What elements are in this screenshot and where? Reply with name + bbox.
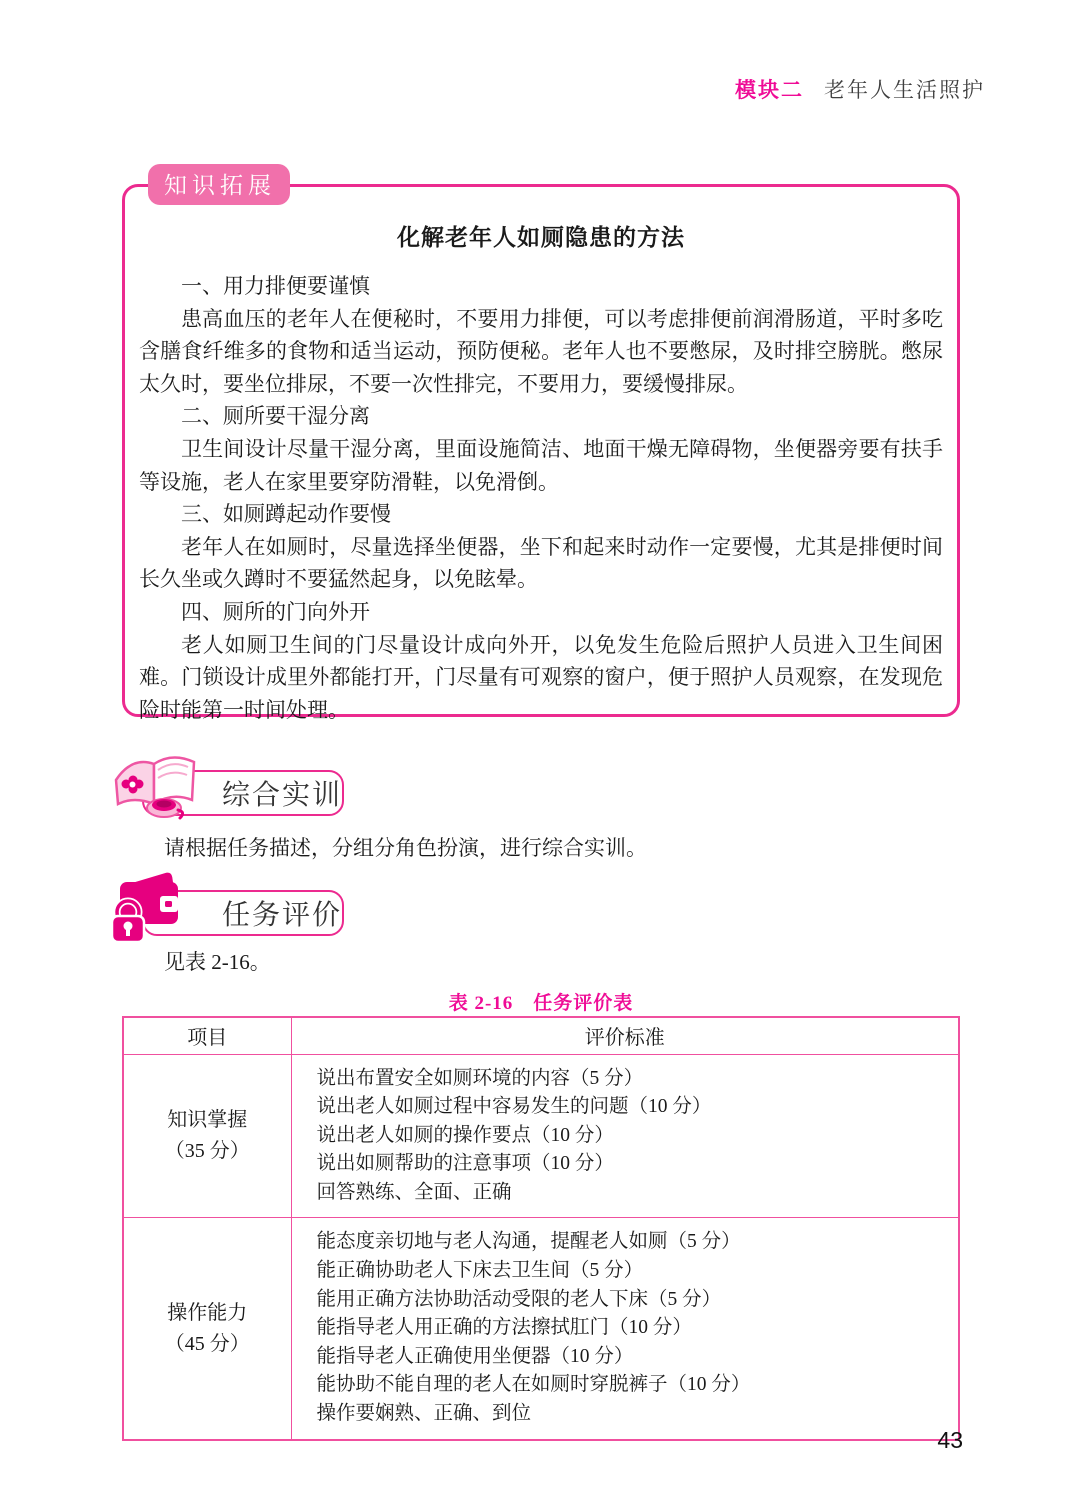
column-header-criteria: 评价标准 [291,1017,959,1054]
item-name: 操作能力 [167,1301,248,1324]
table-caption: 表 2-16 任务评价表 [448,993,634,1014]
criteria-line: 能正确协助老人下床去卫生间（5 分） [316,1260,644,1282]
item-name: 知识掌握 [167,1108,248,1131]
item-score: （35 分） [164,1139,250,1162]
table-row [123,1218,959,1440]
knowledge-expansion-tab: 知识拓展 [148,164,290,205]
criteria-line: 能指导老人正确使用坐便器（10 分） [316,1345,634,1367]
section-body: 卫生间设计尽量干湿分离，里面设施简洁、地面干燥无障碍物，坐便器旁要有扶手等设施，老人在家里要穿防滑鞋，以免滑倒。 [139,436,943,494]
knowledge-expansion-box [122,184,960,722]
running-header [735,74,985,104]
evaluation-reference: 见表 2-16。 [164,950,271,974]
section-body: 老年人在如厕时，尽量选择坐便器，坐下和起来时动作一定要慢，尤其是排便时间长久坐或久蹲时不要猛然起身，以免眩晕。 [139,534,943,592]
knowledge-box-title: 化解老年人如厕隐患的方法 [397,225,685,250]
item-cell [123,1054,291,1218]
page-number: 43 [937,1427,963,1453]
evaluation-label: 任务评价 [222,899,343,930]
section-heading: 一、用力排便要谨慎 [181,274,370,298]
chapter-title: 老年人生活照护 [824,79,985,102]
criteria-line: 回答熟练、全面、正确 [316,1181,512,1203]
inkpot-icon [147,799,183,818]
criteria-line: 说出如厕帮助的注意事项（10 分） [316,1153,614,1175]
item-score: （45 分） [164,1332,250,1355]
criteria-line: 操作要娴熟、正确、到位 [316,1403,532,1425]
table-row [123,1054,959,1218]
criteria-line: 能协助不能自理的老人在如厕时穿脱裤子（10 分） [316,1374,751,1396]
item-cell [123,1218,291,1440]
criteria-line: 说出老人如厕过程中容易发生的问题（10 分） [316,1096,712,1118]
section-heading: 三、如厕蹲起动作要慢 [181,502,391,527]
table-header-row [123,1017,959,1054]
section-heading: 四、厕所的门向外开 [181,599,370,624]
evaluation-banner [108,866,408,956]
module-label: 模块二 [735,79,804,102]
training-banner [108,746,408,836]
criteria-line: 说出布置安全如厕环境的内容（5 分） [316,1067,644,1089]
training-instruction: 请根据任务描述，分组分角色扮演，进行综合实训。 [164,836,647,860]
criteria-cell [291,1218,959,1440]
criteria-cell [291,1054,959,1218]
wallet-lock-icon [108,866,200,950]
section-body: 患高血压的老年人在便秘时，不要用力排便，可以考虑排便前润滑肠道，平时多吃含膳食纤维多的食物和适当运动，预防便秘。老年人也不要憋尿，及时排空膀胱。憋尿太久时，要坐位排尿，不要一次性排完，不要用力，要缓慢排尿。 [139,306,943,396]
training-label: 综合实训 [222,779,343,810]
criteria-line: 说出老人如厕的操作要点（10 分） [316,1124,614,1146]
evaluation-table [122,1016,960,1441]
criteria-line: 能态度亲切地与老人沟通，提醒老人如厕（5 分） [316,1231,741,1253]
section-body: 老人如厕卫生间的门尽量设计成向外开，以免发生危险后照护人员进入卫生间困难。门锁设计成里外都能打开，门尽量有可观察的窗户，便于照护人员观察，在发现危险时能第一时间处理。 [139,632,943,722]
open-book-inkpot-icon [108,746,200,830]
criteria-line: 能用正确方法协助活动受限的老人下床（5 分） [316,1288,722,1310]
criteria-line: 能指导老人用正确的方法擦拭肛门（10 分） [316,1317,692,1339]
section-heading: 二、厕所要干湿分离 [181,404,370,429]
column-header-item: 项目 [123,1017,291,1054]
